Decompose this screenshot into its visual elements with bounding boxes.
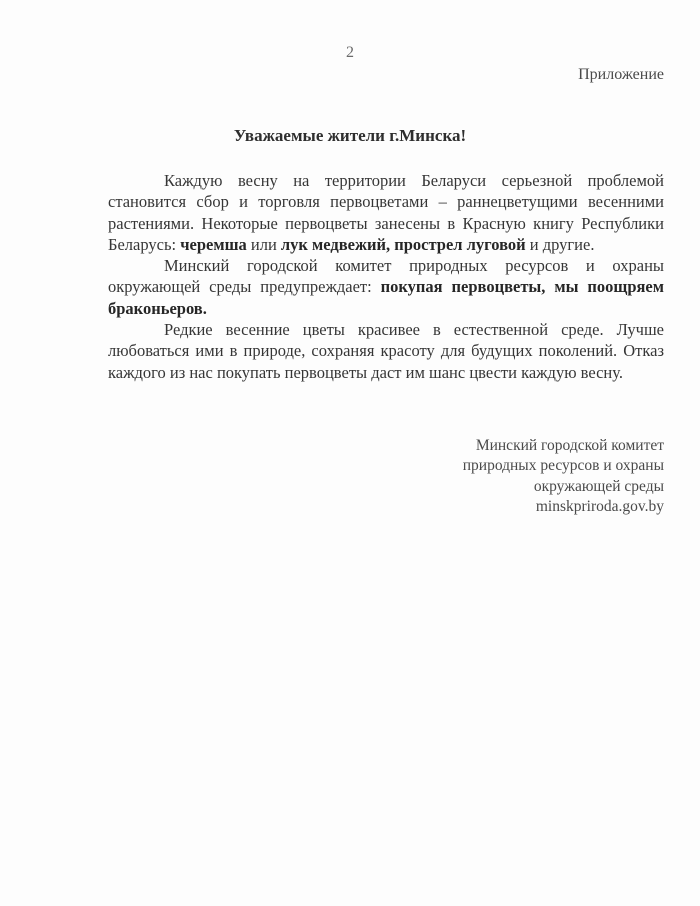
appendix-label: Приложение [578, 66, 664, 83]
paragraph-3: Редкие весенние цветы красивее в естественной среде. Лучше любоваться ими в природе, сохраняя красоту для будущих поколений. Отказ каждого из нас покупать первоцветы даст им шанс цвести каждую весну. [108, 320, 664, 382]
paragraph-1 [108, 170, 664, 255]
letter-body [108, 170, 664, 383]
signature-line-2: природных ресурсов и охраны [462, 457, 664, 475]
paragraph-1-text-b: или [246, 234, 281, 254]
signature-line-3: окружающей среды [533, 477, 664, 495]
paragraph-1-text-c: и другие. [525, 234, 595, 254]
signature-block [463, 436, 664, 517]
signature-website: minskpriroda.gov.by [535, 497, 664, 515]
page-number: 2 [346, 44, 354, 61]
paragraph-2-bold: покупая первоцветы, мы поощряем браконьеров. [108, 277, 664, 318]
paragraph-1-bold-a: черемша [180, 234, 247, 254]
paragraph-2-text: Минский городской комитет природных ресурсов и охраны окружающей среды предупреждает: [108, 256, 664, 297]
paragraph-1-bold-b: лук медвежий, прострел луговой [280, 234, 526, 254]
paragraph-1-text-a: Каждую весну на территории Беларуси серьезной проблемой становится сбор и торговля первоцветами – раннецветущими весенними растениями. Некоторые первоцветы занесены в Красную книгу Республики Беларусь: [108, 171, 664, 254]
signature-line-1: Минский городской комитет [475, 437, 664, 454]
letter-heading: Уважаемые жители г.Минска! [233, 126, 467, 145]
paragraph-2 [108, 255, 664, 319]
